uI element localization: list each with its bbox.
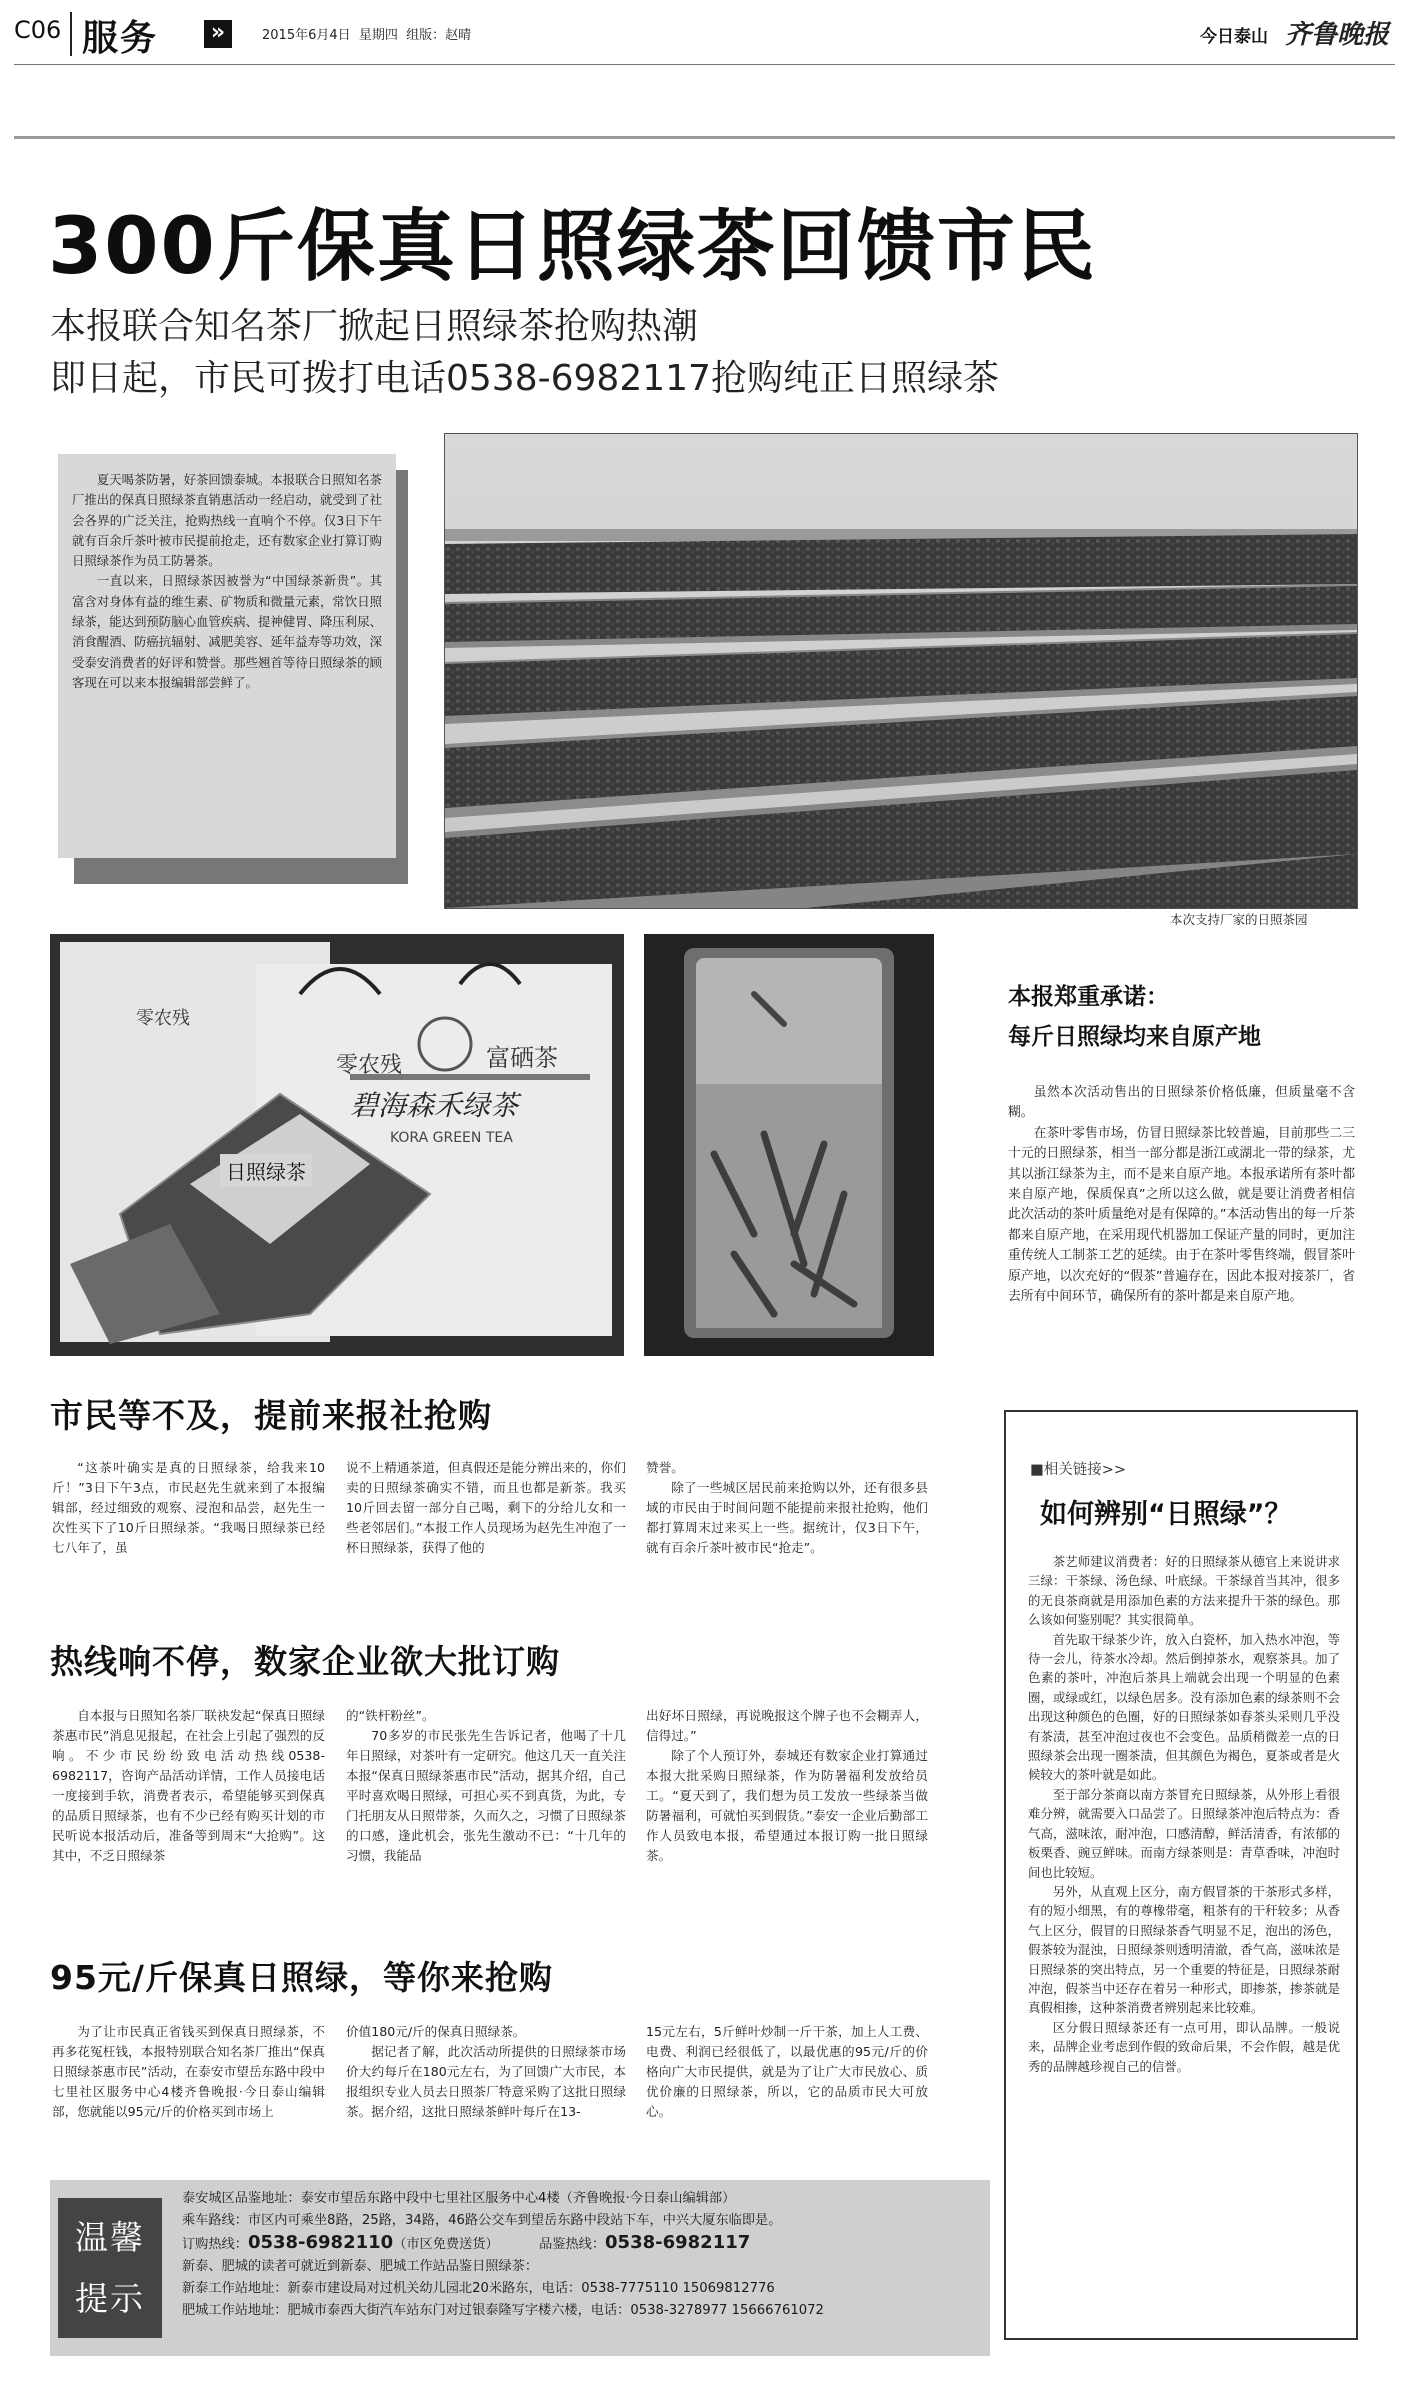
article-paragraph: 自本报与日照知名茶厂联袂发起“保真日照绿茶惠市民”消息见报起，在社会上引起了强烈的反响。不少市民纷纷致电活动热线0538-6982117，咨询产品活动详情，工作人员接电话一度接到手软，消费者表示，希望能够买到保真的品质日照绿茶，也有不少已经有购买计划的市民听说本报活动后，准备等到周末“大抢购”。这其中，不乏日照绿茶	[52, 1708, 325, 1863]
section3-title: 95元/斤保真日照绿，等你来抢购	[50, 1958, 553, 1997]
page-header	[0, 0, 1409, 80]
tasting-hotline-label: 品鉴热线：	[539, 2237, 606, 2252]
header-rule-thick	[14, 136, 1395, 139]
article-paragraph: 70多岁的市民张先生告诉记者，他喝了十几年日照绿，对茶叶有一定研究。他这几天一直关注本报“保真日照绿茶惠市民”活动，据其介绍，自己平时喜欢喝日照绿，可担心买不到真货，为此，专门托朋友从日照带茶，久而久之，习惯了日照绿茶的口感，逢此机会，张先生激动不已：“十几年的习惯，我能品	[346, 1728, 626, 1863]
sidebar-paragraph: 首先取干绿茶少许，放入白瓷杯，加入热水冲泡，等待一会儿，待茶水冷却。然后倒掉茶水，观察茶具。加了色素的茶叶，冲泡后茶具上端就会出现一个明显的色素圈，或绿或红，以绿色居多。没有添加色素的绿茶则不会出现这种颜色的色圈，好的日照绿茶如春茶头采则几乎没有茶渍，甚至冲泡过夜也不会变色。品质稍微差一点的日照绿茶会出现一圈茶渍，但其颜色为褐色，夏茶或者是火候较大的茶叶就是如此。	[1028, 1631, 1340, 1783]
order-hotline-label: 订购热线：	[182, 2237, 248, 2252]
paper-logo: 齐鲁晚报	[1285, 20, 1390, 50]
notice-box	[50, 2180, 990, 2356]
notice-feicheng-station: 肥城工作站地址：肥城市泰西大街汽车站东门对过银泰隆写字楼六楼，电话：0538-3278977 15666761072	[182, 2303, 824, 2318]
notice-xintai-station: 新泰工作站地址：新泰市建设局对过机关幼儿园北20米路东，电话：0538-7775110 15069812776	[182, 2281, 775, 2296]
notice-route: 乘车路线：市区内可乘坐8路，25路，34路，46路公交车到望岳东路中段站下车，中兴大厦东临即是。	[182, 2213, 782, 2228]
tea-glass-photo	[644, 934, 934, 1356]
notice-lines	[182, 2188, 982, 2322]
tea-glass-image	[644, 934, 934, 1356]
article-paragraph: 除了一些城区居民前来抢购以外，还有很多县域的市民由于时间问题不能提前来报社抢购，他们都打算周末过来买上一些。据统计，仅3日下午，就有百余斤茶叶被市民“抢走”。	[646, 1480, 928, 1555]
header-meta: 2015年6月4日 星期四 组版：赵晴	[262, 28, 472, 43]
article-paragraph: 据记者了解，此次活动所提供的日照绿茶市场价大约每斤在180元左右，为了回馈广大市民，本报组织专业人员去日照茶厂特意采购了这批日照绿茶。据介绍，这批日照绿茶鲜叶每斤在13-	[346, 2044, 626, 2119]
promise-title-1: 本报郑重承诺：	[1008, 984, 1169, 1010]
page-number: C06	[14, 16, 62, 44]
product-bag-label: 日照绿茶	[220, 1154, 312, 1187]
sidebar-paragraph: 区分假日照绿茶还有一点可用，即认品牌。一般说来，品牌企业考虑到作假的致命后果，不会作假，越是优秀的品牌越珍视自己的信誉。	[1028, 2019, 1340, 2074]
section3-column-3	[646, 2022, 928, 2122]
section3-column-2	[346, 2022, 626, 2122]
product-packaging-image	[50, 934, 624, 1356]
notice-stations-intro: 新泰、肥城的读者可就近到新泰、肥城工作站品鉴日照绿茶：	[182, 2259, 539, 2274]
section3-column-1	[52, 2022, 325, 2122]
notice-badge-line: 提示	[75, 2279, 145, 2318]
section-arrow-icon	[204, 20, 232, 48]
article-paragraph: 除了个人预订外，泰城还有数家企业打算通过本报大批采购日照绿茶，作为防暑福利发放给员工。“夏天到了，我们想为员工发放一些绿茶当做防暑福利，可就怕买到假货。”泰安一企业后勤部工作人员致电本报，希望通过本报订购一批日照绿茶。	[646, 1748, 928, 1863]
edition-name: 今日泰山	[1200, 27, 1268, 47]
sidebar-box	[1004, 1410, 1358, 2340]
section2-title: 热线响不停，数家企业欲大批订购	[50, 1642, 560, 1681]
product-calligraphy: 碧海森禾绿茶	[350, 1089, 519, 1122]
arrow-glyph: »	[210, 20, 226, 45]
article-paragraph: 价值180元/斤的保真日照绿茶。	[346, 2024, 526, 2039]
product-brand-label: 零农残	[336, 1053, 403, 1078]
notice-badge	[58, 2198, 162, 2338]
article-paragraph: 出好坏日照绿，再说晚报这个牌子也不会糊弄人，信得过。”	[646, 1708, 928, 1743]
intro-paragraph: 夏天喝茶防暑，好茶回馈泰城。本报联合日照知名茶厂推出的保真日照绿茶直销惠活动一经启动，就受到了社会各界的广泛关注，抢购热线一直响个不停。仅3日下午就有百余斤茶叶被市民提前抢走，还有数家企业打算订购日照绿茶作为员工防暑茶。	[72, 472, 382, 569]
promise-body	[1008, 1083, 1355, 1307]
headline-title: 300斤保真日照绿茶回馈市民	[48, 202, 1097, 292]
intro-box	[58, 454, 396, 858]
sidebar-link-tag: ■相关链接>>	[1030, 1462, 1126, 1478]
section2-column-1	[52, 1706, 325, 1866]
section2-column-3	[646, 1706, 928, 1866]
sidebar-body	[1028, 1552, 1340, 2076]
sidebar-title: 如何辨别“日照绿”？	[1040, 1499, 1292, 1530]
header-rule	[14, 64, 1395, 65]
headline-subtitle-1: 本报联合知名茶厂掀起日照绿茶抢购热潮	[50, 306, 699, 347]
header-divider	[70, 12, 72, 56]
promise-title-2: 每斤日照绿均来自原产地	[1008, 1024, 1261, 1050]
section2-column-2	[346, 1706, 626, 1866]
notice-address: 泰安城区品鉴地址：泰安市望岳东路中段中七里社区服务中心4楼（齐鲁晚报·今日泰山编辑部）	[182, 2191, 736, 2206]
photo-caption: 本次支持厂家的日照茶园	[1170, 912, 1308, 927]
section1-column-2	[346, 1458, 626, 1558]
sidebar-paragraph: 另外，从直观上区分，南方假冒茶的干茶形式多样，有的短小细黑，有的尊橡带毫，粗茶有的干秆较多；从香气上区分，假冒的日照绿茶香气明显不足，泡出的汤色，假茶较为混浊，日照绿茶则透明清澈，香气高，滋味浓是日照绿茶的突出特点，另一个重要的特征是，日照绿茶耐冲泡，假茶当中还存在着另一种形式，即掺茶，掺茶就是真假相掺，这种茶消费者辨别起来比较难。	[1028, 1883, 1340, 2016]
article-paragraph: 15元左右，5斤鲜叶炒制一斤干茶，加上人工费、电费、利润已经很低了，以最优惠的95元/斤的价格向广大市民提供，就是为了让广大市民放心、质优价廉的日照绿茶，所以，它的品质市民大可放心。	[646, 2024, 928, 2119]
article-paragraph: “这茶叶确实是真的日照绿茶，给我来10斤！”3日下午3点，市民赵先生就来到了本报编辑部，经过细致的观察、浸泡和品尝，赵先生一次性买下了10斤日照绿茶。“我喝日照绿茶已经七八年了，虽	[52, 1460, 325, 1555]
sidebar-paragraph: 茶艺师建议消费者：好的日照绿茶从德官上来说讲求三绿：干茶绿、汤色绿、叶底绿。干茶绿首当其冲，很多的无良茶商就是用添加色素的方法来提升干茶的绿色。那么该如何鉴别呢？其实很简单。	[1028, 1554, 1340, 1628]
order-hotline-note: （市区免费送货）	[393, 2237, 499, 2252]
sidebar-paragraph: 至于部分茶商以南方茶冒充日照绿茶，从外形上看很难分辨，就需要入口品尝了。日照绿茶冲泡后特点为：香气高，滋味浓，耐冲泡，口感清醇，鲜活清香，有浓郁的板栗香、豌豆鲜味。而南方绿茶则是：青草香味，冲泡时间也比较短。	[1028, 1786, 1340, 1880]
intro-paragraph: 一直以来，日照绿茶因被誉为“中国绿茶新贵”。其富含对身体有益的维生素、矿物质和微量元素，常饮日照绿茶，能达到预防脑心血管疾病、提神健胃、降压利尿、消食醒酒、防癌抗辐射、减肥美容、延年益寿等功效，深受泰安消费者的好评和赞誉。那些翘首等待日照绿茶的顾客现在可以来本报编辑部尝鲜了。	[72, 573, 382, 690]
product-photo	[50, 934, 624, 1356]
headline-subtitle-2: 即日起，市民可拨打电话0538-6982117抢购纯正日照绿茶	[50, 358, 999, 399]
product-selenium-label: 富硒茶	[486, 1044, 558, 1072]
article-paragraph: 为了让市民真正省钱买到保真日照绿茶，不再多花冤枉钱，本报特别联合知名茶厂推出“保真日照绿茶惠市民”活动，在泰安市望岳东路中段中七里社区服务中心4楼齐鲁晚报·今日泰山编辑部，您就能以95元/斤的价格买到市场上	[52, 2024, 325, 2119]
promise-paragraph: 在茶叶零售市场，仿冒日照绿茶比较普遍，目前那些二三十元的日照绿茶，相当一部分都是浙江或湖北一带的绿茶，尤其以浙江绿茶为主，而不是来自原产地。本报承诺所有茶叶都来自原产地，保质保真”之所以这么做，就是要让消费者相信此次活动的茶叶质量绝对是有保障的。”本活动售出的每一斤茶都来自原产地，在采用现代机器加工保证产量的同时，更加注重传统人工制茶工艺的延续。由于在茶叶零售终端，假冒茶叶原产地，以次充好的“假茶”普遍存在，因此本报对接茶厂，省去所有中间环节，确保所有的茶叶都是来自原产地。	[1008, 1125, 1355, 1305]
notice-hotlines	[182, 2232, 982, 2256]
section1-column-3	[646, 1458, 928, 1558]
product-english-name: KORA GREEN TEA	[390, 1130, 513, 1146]
tasting-hotline-number[interactable]: 0538-6982117	[605, 2232, 751, 2253]
notice-badge-line: 温馨	[75, 2218, 145, 2257]
article-paragraph: 赞誉。	[646, 1460, 684, 1475]
product-brand-label: 零农残	[136, 1008, 190, 1029]
article-paragraph: 的“铁杆粉丝”。	[346, 1708, 435, 1723]
section1-column-1	[52, 1458, 325, 1558]
section-name: 服务	[82, 18, 159, 59]
tea-garden-image	[445, 434, 1357, 908]
promise-paragraph: 虽然本次活动售出的日照绿茶价格低廉，但质量毫不含糊。	[1008, 1085, 1355, 1121]
order-hotline-number[interactable]: 0538-6982110	[247, 2232, 394, 2253]
section1-title: 市民等不及，提前来报社抢购	[50, 1396, 492, 1435]
tea-garden-photo	[444, 433, 1358, 909]
article-paragraph: 说不上精通茶道，但真假还是能分辨出来的，你们卖的日照绿茶确实不错，而且也都是新茶。我买10斤回去留一部分自己喝，剩下的分给儿女和一些老邻居们。”本报工作人员现场为赵先生冲泡了一杯日照绿茶，获得了他的	[346, 1460, 626, 1555]
